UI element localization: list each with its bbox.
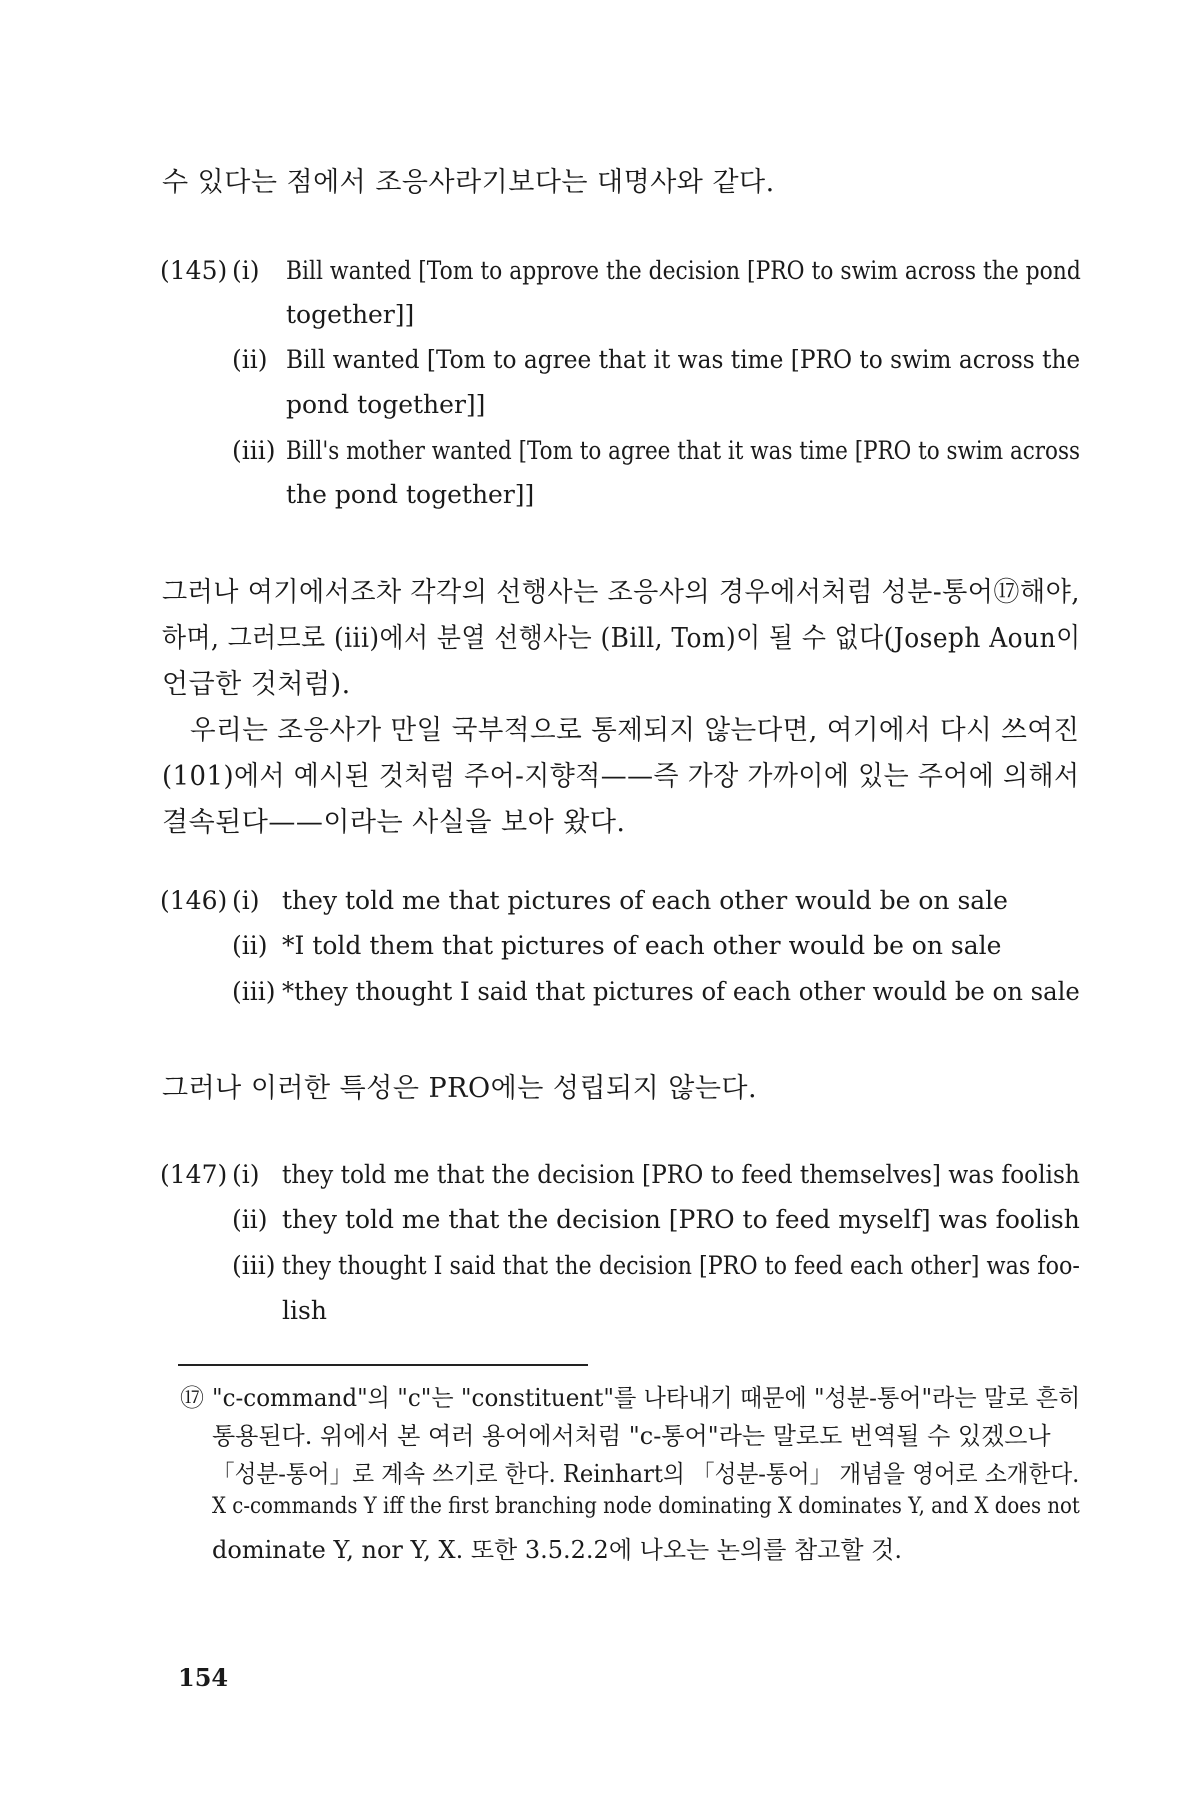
footnote-marker: ⑰ <box>180 1384 204 1412</box>
example-item-label: (iii) <box>232 436 276 465</box>
example-number: (146) <box>160 886 228 915</box>
page-number: 154 <box>178 1663 229 1692</box>
example-line: together]] <box>286 300 415 329</box>
example-line: *I told them that pictures of each other would be on sale <box>282 931 1002 960</box>
paragraph-line: 결속된다——이라는 사실을 보아 왔다. <box>162 807 626 838</box>
example-line: Bill's mother wanted [Tom to agree that it was time [PRO to swim across <box>286 436 1081 465</box>
example-line: they told me that the decision [PRO to feed themselves] was foolish <box>282 1160 1080 1189</box>
intro-line: 수 있다는 점에서 조응사라기보다는 대명사와 같다. <box>162 167 775 198</box>
example-line: they told me that pictures of each other would be on sale <box>282 886 1008 915</box>
example-item-label: (i) <box>232 256 260 285</box>
example-number: (147) <box>160 1160 228 1189</box>
example-item-label: (ii) <box>232 1205 268 1234</box>
example-item-label: (i) <box>232 886 260 915</box>
example-line: *they thought I said that pictures of each other would be on sale <box>282 977 1080 1006</box>
example-number: (145) <box>160 256 228 285</box>
example-item-label: (i) <box>232 1160 260 1189</box>
paragraph-line: 언급한 것처럼). <box>162 669 351 700</box>
paragraph-line: 그러나 이러한 특성은 PRO에는 성립되지 않는다. <box>162 1073 758 1104</box>
example-line: they told me that the decision [PRO to feed myself] was foolish <box>282 1205 1080 1234</box>
example-item-label: (ii) <box>232 931 268 960</box>
footnote-line: dominate Y, nor Y, X. 또한 3.5.2.2에 나오는 논의를 참고할 것. <box>212 1536 902 1564</box>
example-line: the pond together]] <box>286 480 535 509</box>
example-line: they thought I said that the decision [PRO to feed each other] was foo- <box>282 1251 1080 1280</box>
paragraph-line: 그러나 여기에서조차 각각의 선행사는 조응사의 경우에서처럼 성분-통어⑰해야, <box>162 577 1081 608</box>
paragraph-line: (101)에서 예시된 것처럼 주어-지향적——즉 가장 가까이에 있는 주어에 의해서 <box>162 761 1080 792</box>
example-item-label: (ii) <box>232 345 268 374</box>
footnote-line: "c-command"의 "c"는 "constituent"를 나타내기 때문에 "성분-통어"라는 말로 흔히 <box>212 1384 1081 1412</box>
paragraph-line: 하며, 그러므로 (iii)에서 분열 선행사는 (Bill, Tom)이 될 수 없다(Joseph Aoun이 <box>162 623 1081 654</box>
example-line: pond together]] <box>286 390 486 419</box>
paragraph-line: 우리는 조응사가 만일 국부적으로 통제되지 않는다면, 여기에서 다시 쓰여진 <box>190 715 1080 746</box>
example-line: Bill wanted [Tom to agree that it was time [PRO to swim across the <box>286 345 1081 374</box>
example-item-label: (iii) <box>232 1251 276 1280</box>
footnote-line: X c-commands Y iff the first branching node dominating X dominates Y, and X does not <box>212 1494 1080 1519</box>
example-line: lish <box>282 1296 327 1325</box>
footnote-divider <box>178 1364 588 1366</box>
footnote-line: 「성분-통어」로 계속 쓰기로 한다. Reinhart의 「성분-통어」 개념을 영어로 소개한다. <box>212 1460 1080 1488</box>
example-item-label: (iii) <box>232 977 276 1006</box>
footnote-line: 통용된다. 위에서 본 여러 용어에서처럼 "c-통어"라는 말로도 번역될 수 있겠으나 <box>212 1422 1051 1450</box>
example-line: Bill wanted [Tom to approve the decision [PRO to swim across the pond <box>286 256 1081 285</box>
